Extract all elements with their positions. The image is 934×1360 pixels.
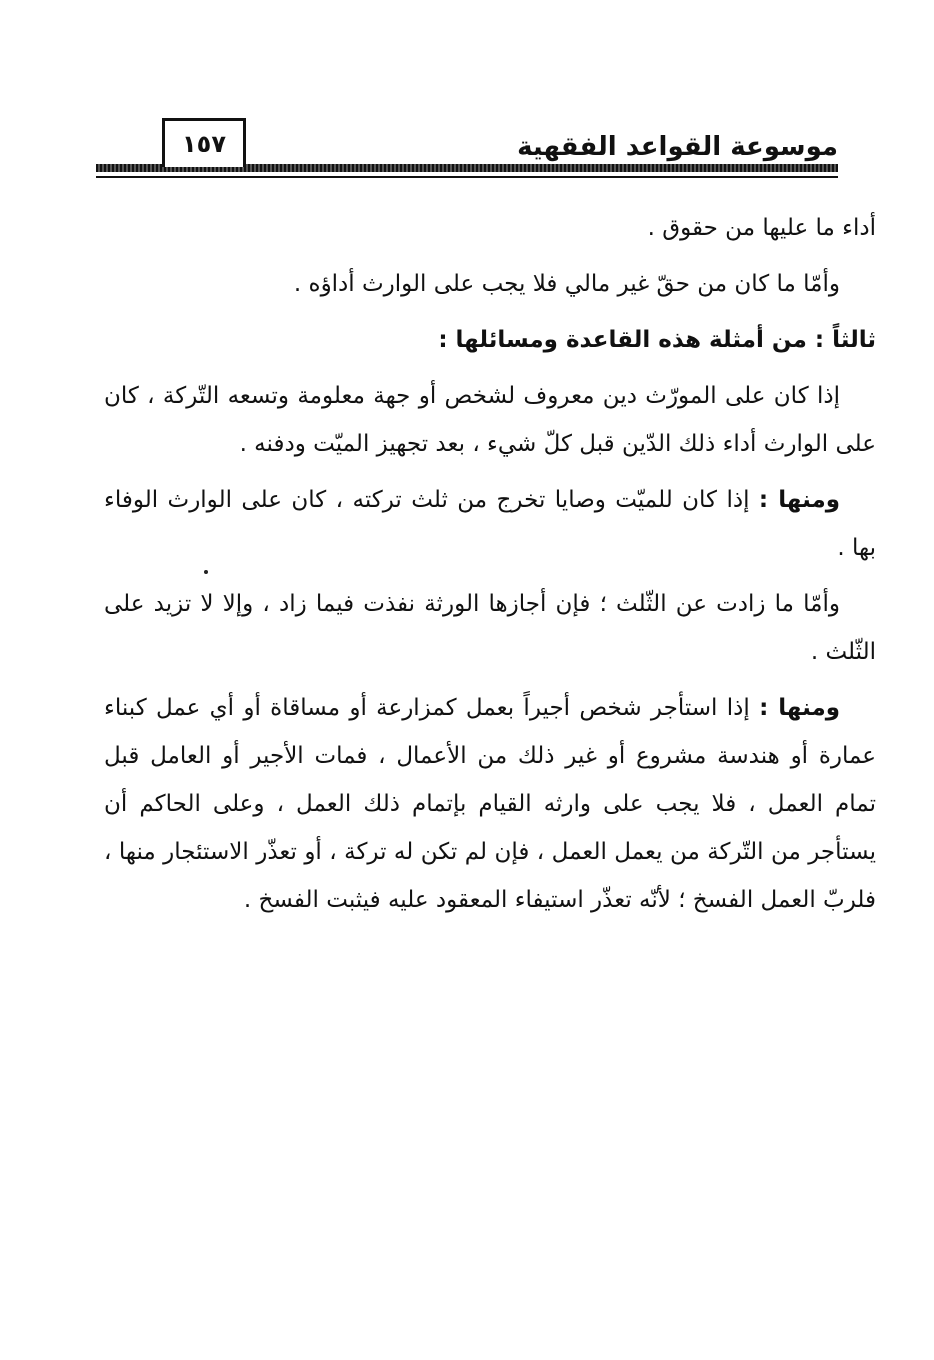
paragraph-1 [104, 204, 876, 252]
section-heading [104, 316, 876, 364]
page-number-box [162, 118, 246, 167]
paragraph-text: أداء ما عليها من حقوق . [647, 215, 876, 241]
scan-speck [204, 570, 208, 574]
paragraph-text: إذا كان للميّت وصايا تخرج من ثلث تركته ، كان على الوارث الوفاء بها . [104, 487, 876, 561]
paragraph-4 [104, 372, 876, 468]
paragraph-5 [104, 476, 876, 572]
page-body [104, 204, 876, 932]
paragraph-lead: ومنها : [758, 487, 841, 513]
paragraph-text: إذا كان على المورّث دين معروف لشخص أو جهة معلومة وتسعه التّركة ، كان على الوارث أداء ذلك الدّين قبل كلّ شيء ، بعد تجهيز الميّت ودفنه . [104, 383, 876, 457]
paragraph-text: وأمّا ما كان من حقّ غير مالي فلا يجب على الوارث أداؤه . [293, 271, 840, 297]
paragraph-lead: ومنها : [759, 695, 840, 721]
running-header [96, 112, 838, 178]
paragraph-6 [104, 580, 876, 676]
paragraph-text: إذا استأجر شخص أجيراً بعمل كمزارعة أو مساقاة أو أي عمل كبناء عمارة أو هندسة مشروع أو غير ذلك من الأعمال ، فمات الأجير أو العامل قبل تمام العمل ، فلا يجب على وارثه القيام بإتمام ذلك العمل ، وعلى الحاكم أن يستأجر من التّركة من يعمل العمل ، فإن لم تكن له تركة ، أو تعذّر الاستئجار منها ، فلربّ العمل الفسخ ؛ لأنّه تعذّر استيفاء المعقود عليه فيثبت الفسخ . [104, 695, 876, 913]
paragraph-text: وأمّا ما زادت عن الثّلث ؛ فإن أجازها الورثة نفذت فيما زاد ، وإلا لا تزيد على الثّلث . [104, 591, 876, 665]
page-number: ١٥٧ [182, 130, 226, 158]
paragraph-7 [104, 684, 876, 924]
header-rule-thin [96, 176, 838, 178]
book-title: موسوعة القواعد الفقهية [517, 132, 838, 162]
paragraph-2 [104, 260, 876, 308]
section-heading-text: ثالثاً : من أمثلة هذه القاعدة ومسائلها : [438, 327, 876, 353]
